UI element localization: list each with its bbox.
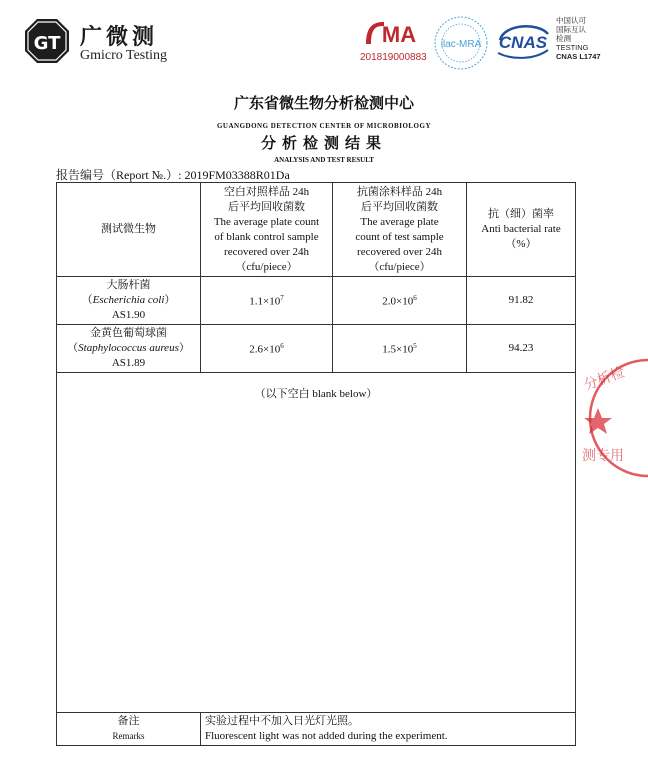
table-row bbox=[57, 325, 576, 373]
blank-count-cell bbox=[201, 325, 333, 373]
center-title: 广东省微生物分析检测中心 bbox=[233, 94, 414, 112]
stamp-text-bottom: 测专用 bbox=[582, 448, 624, 464]
header-test-count bbox=[333, 183, 467, 277]
remarks-content bbox=[201, 713, 576, 746]
cma-mark-icon bbox=[362, 18, 424, 48]
header-line: （%） bbox=[505, 238, 537, 250]
header-rate bbox=[467, 183, 576, 277]
table-row bbox=[57, 277, 576, 325]
organism-latin-name: Staphylococcus aureus bbox=[78, 342, 179, 354]
count-exponent: 6 bbox=[280, 342, 284, 351]
cnas-side-line: 国际互认 bbox=[556, 25, 586, 34]
center-title-en: GUANGDONG DETECTION CENTER OF MICROBIOLOGY bbox=[216, 122, 432, 130]
header-line: Anti bacterial rate bbox=[481, 223, 561, 235]
organism-name-cn: 大肠杆菌 bbox=[106, 279, 151, 291]
organism-latin-name: Escherichia coli bbox=[92, 294, 165, 306]
remarks-label bbox=[57, 713, 201, 746]
rate-cell: 91.82 bbox=[467, 277, 576, 325]
remarks-en: Fluorescent light was not added during the experiment. bbox=[205, 730, 448, 742]
gmicro-logo-icon bbox=[24, 18, 70, 64]
header-line: 空白对照样品 24h bbox=[223, 185, 310, 198]
logo-letters: GT bbox=[33, 33, 61, 54]
header-line: （cfu/piece） bbox=[368, 260, 431, 273]
test-count-cell bbox=[333, 277, 467, 325]
table-header-row bbox=[57, 183, 576, 277]
organism-strain: AS1.89 bbox=[111, 357, 146, 369]
organism-name-cn: 金黄色葡萄球菌 bbox=[90, 327, 167, 339]
header-line: 抗（细）菌率 bbox=[488, 208, 554, 220]
count-base: 2.0×10 bbox=[382, 295, 414, 308]
cnas-side-line: 检测 bbox=[556, 34, 571, 43]
organism-latin: （Escherichia coli） bbox=[81, 294, 176, 306]
report-number: 报告编号（Report №.）: 2019FM03388R01Da bbox=[56, 168, 290, 182]
ilac-mra-mark-icon bbox=[432, 14, 490, 72]
organism-cell bbox=[57, 325, 201, 373]
results-table bbox=[56, 182, 576, 746]
stamp-text-top: 分析检 bbox=[581, 364, 627, 394]
cnas-side-text bbox=[556, 16, 601, 61]
ilac-text: ilac-MRA bbox=[440, 39, 482, 50]
count-exponent: 7 bbox=[280, 294, 284, 303]
header-line: 后平均回收菌数 bbox=[228, 200, 305, 213]
remarks-cn: 实验过程中不加入日光灯光照。 bbox=[205, 715, 359, 727]
cnas-side-line: TESTING bbox=[556, 43, 589, 52]
remarks-label-en: Remarks bbox=[112, 731, 145, 741]
count-exponent: 6 bbox=[413, 294, 417, 303]
count-base: 2.6×10 bbox=[249, 343, 281, 356]
cma-text: MA bbox=[381, 22, 417, 47]
header-line: The average plate count bbox=[213, 215, 320, 228]
brand-name-cn: 广微测 bbox=[80, 25, 159, 50]
organism-latin: （Staphylococcus aureus） bbox=[67, 342, 190, 354]
header-organism: 测试微生物 bbox=[57, 183, 201, 277]
cnas-text: CNAS bbox=[498, 33, 548, 52]
header-line: count of test sample bbox=[355, 230, 444, 243]
result-title-en: ANALYSIS AND TEST RESULT bbox=[274, 156, 374, 164]
count-base: 1.1×10 bbox=[249, 295, 281, 308]
blank-count-cell bbox=[201, 277, 333, 325]
remarks-row bbox=[57, 713, 576, 746]
header-line: recovered over 24h bbox=[357, 245, 442, 258]
header-line: 抗菌涂料样品 24h bbox=[356, 185, 443, 198]
count-exponent: 5 bbox=[413, 342, 417, 351]
cma-number: 201819000883 bbox=[360, 52, 427, 63]
remarks-label-cn: 备注 bbox=[117, 715, 140, 727]
result-title-cn: 分析检测结果 bbox=[260, 134, 387, 152]
header-line: recovered over 24h bbox=[224, 245, 309, 258]
red-stamp-icon bbox=[578, 358, 648, 488]
brand-name-en: Gmicro Testing bbox=[80, 48, 168, 63]
test-count-cell bbox=[333, 325, 467, 373]
blank-area bbox=[57, 373, 576, 713]
cnas-side-line: 中国认可 bbox=[556, 16, 586, 25]
organism-strain: AS1.90 bbox=[111, 309, 146, 321]
header-line: 后平均回收菌数 bbox=[361, 200, 438, 213]
count-base: 1.5×10 bbox=[382, 343, 414, 356]
cnas-side-line: CNAS L1747 bbox=[556, 52, 601, 61]
blank-below-note: （以下空白 blank below） bbox=[254, 388, 378, 400]
blank-row bbox=[57, 373, 576, 713]
cnas-mark-icon bbox=[494, 20, 552, 60]
organism-cell bbox=[57, 277, 201, 325]
header-blank-count bbox=[201, 183, 333, 277]
header-line: of blank control sample bbox=[214, 230, 319, 243]
rate-cell: 94.23 bbox=[467, 325, 576, 373]
header-line: The average plate bbox=[360, 215, 439, 228]
header-line: （cfu/piece） bbox=[235, 260, 298, 273]
